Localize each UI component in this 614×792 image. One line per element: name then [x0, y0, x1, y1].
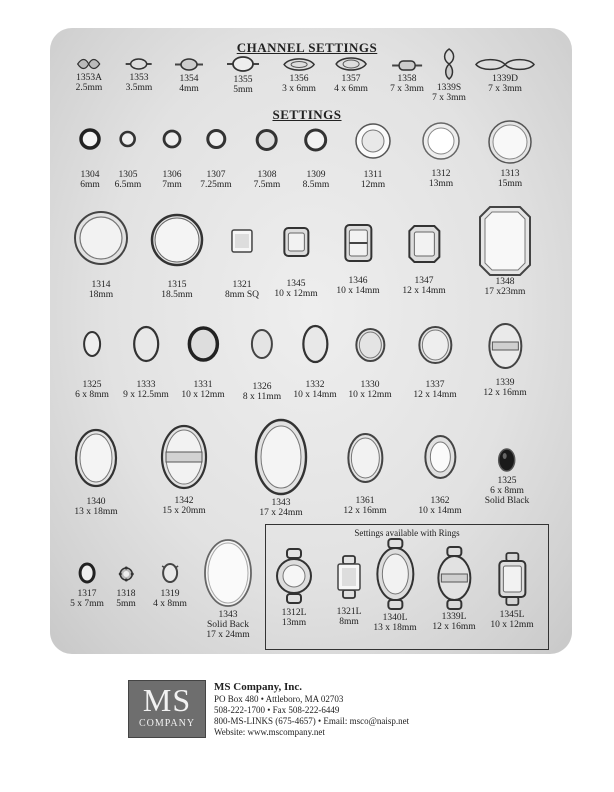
oval-bezel-shape	[161, 562, 179, 584]
product-number: 1330	[360, 380, 380, 390]
product-1311	[354, 122, 392, 190]
round-bezel-shape	[119, 130, 137, 148]
product-size: 8.5mm	[302, 180, 330, 190]
product-1353	[126, 58, 153, 93]
phone-fax: 508-222-1700 • Fax 508-222-6449	[214, 705, 340, 715]
product-size: 12 x 16mm	[483, 388, 527, 398]
address: PO Box 480 • Attleboro, MA 02703	[214, 694, 344, 704]
product-number: 1318	[116, 589, 136, 599]
product-number: 1332	[305, 380, 325, 390]
product-size: 12 x 14mm	[402, 286, 446, 296]
round-bezel-shape	[150, 213, 204, 267]
product-number: 1315	[167, 280, 187, 290]
product-number: 1306	[162, 170, 182, 180]
round-bezel-shape	[73, 210, 129, 266]
logo-company-text: COMPANY	[138, 718, 196, 729]
product-number: 1314	[91, 280, 111, 290]
round-bezel-shape	[304, 128, 328, 152]
product-1331	[181, 326, 224, 400]
product-1314	[73, 210, 129, 300]
oval-bezel-shape	[187, 326, 219, 362]
company-logo	[128, 680, 206, 738]
product-1357	[334, 57, 368, 94]
product-1315	[150, 213, 204, 300]
product-size: 8 x 11mm	[242, 392, 282, 402]
oval-bezel-shape	[254, 418, 308, 496]
oval-bezel-shape	[78, 562, 96, 584]
product-size: 18.5mm	[161, 290, 193, 300]
product-1321L	[335, 555, 363, 627]
rect-bezel-shape	[343, 223, 373, 263]
product-size: 5mm	[233, 85, 253, 95]
product-1318	[116, 566, 136, 609]
round-bezel-shape	[162, 129, 182, 149]
product-size: 10 x 12mm	[348, 390, 392, 400]
product-number: 1343	[271, 498, 291, 508]
oval-bezel-shape	[346, 432, 384, 484]
product-number: 1331	[193, 380, 213, 390]
product-1355	[227, 56, 259, 95]
product-number: 1358	[397, 74, 417, 84]
product-number: 1348	[495, 277, 515, 287]
product-1361	[343, 432, 386, 516]
product-1358	[390, 60, 424, 94]
product-size: 7.5mm	[253, 180, 281, 190]
oval-bezel-shape	[487, 322, 523, 370]
product-1353A	[76, 58, 103, 93]
product-size: 10 x 12mm	[490, 620, 534, 630]
round-bezel-shape	[205, 128, 227, 150]
product-number: 1309	[306, 170, 326, 180]
contact-block	[214, 680, 409, 738]
product-1305	[115, 130, 142, 190]
ring-setting-shape	[375, 538, 415, 610]
ring-setting-shape	[436, 546, 472, 610]
product-size: 4mm	[179, 84, 199, 94]
product-1345	[274, 226, 317, 299]
oval-bezel-shape	[74, 428, 118, 488]
product-number: 1361	[355, 496, 375, 506]
product-number: 1325	[497, 476, 517, 486]
product-number: 1307	[206, 170, 226, 180]
product-size: 17 x23mm	[484, 287, 526, 297]
channel-link-shape	[175, 58, 203, 71]
product-1313	[487, 119, 533, 189]
product-size: 13mm	[281, 618, 307, 628]
channel-link-shape	[442, 48, 456, 80]
product-1308	[254, 128, 281, 190]
product-number: 1345L	[499, 610, 525, 620]
product-size: 2.5mm	[75, 83, 103, 93]
product-1348	[478, 205, 532, 297]
product-1330	[348, 327, 391, 400]
company-name: MS Company, Inc.	[214, 681, 303, 693]
channel-link-shape	[283, 58, 315, 71]
rect-bezel-shape	[282, 226, 310, 258]
rings-box-title: Settings available with Rings	[354, 528, 460, 538]
product-number: 1356	[289, 74, 309, 84]
product-number: 1340L	[382, 613, 408, 623]
product-1309	[303, 128, 330, 190]
product-size: 13 x 18mm	[373, 623, 417, 633]
product-1343-solid-back	[203, 538, 253, 640]
product-1317	[70, 562, 104, 609]
product-size: 4 x 6mm	[334, 84, 368, 94]
oval-solid-back-shape	[203, 538, 253, 608]
product-number: 1337	[425, 380, 445, 390]
product-1339D	[475, 58, 535, 94]
product-size: 6 x 8mm	[490, 486, 524, 496]
channel-link-shape	[227, 56, 259, 72]
product-size: 3 x 6mm	[282, 84, 316, 94]
footer	[128, 680, 508, 740]
round-bezel-shape	[354, 122, 392, 160]
product-number: 1321L	[336, 607, 362, 617]
product-number: 1319	[160, 589, 180, 599]
product-size: 7mm	[162, 180, 182, 190]
product-note: Solid Black	[484, 496, 530, 506]
product-number: 1305	[118, 170, 138, 180]
product-size: 10 x 14mm	[418, 506, 462, 516]
rect-bezel-shape	[407, 224, 441, 264]
product-1312	[421, 121, 461, 189]
product-number: 1346	[348, 276, 368, 286]
octagon-bezel-shape	[478, 205, 532, 277]
oval-bezel-shape	[417, 325, 453, 365]
product-size: 17 x 24mm	[206, 630, 250, 640]
product-size: 13 x 18mm	[74, 507, 118, 517]
product-number: 1312L	[281, 608, 307, 618]
crown-setting-shape	[118, 566, 134, 582]
channel-link-shape	[335, 57, 367, 71]
product-size: 15 x 20mm	[162, 506, 206, 516]
product-size: 10 x 12mm	[274, 289, 318, 299]
product-size: 5 x 7mm	[70, 599, 104, 609]
channel-link-shape	[77, 58, 101, 70]
product-number: 1353	[129, 73, 149, 83]
product-number: 1354	[179, 74, 199, 84]
product-1343	[254, 418, 308, 518]
product-size: 10 x 14mm	[293, 390, 337, 400]
product-1332	[293, 324, 336, 400]
square-bezel-shape	[230, 228, 254, 254]
product-size: 4 x 8mm	[153, 599, 187, 609]
product-number: 1342	[174, 496, 194, 506]
oval-bezel-shape	[423, 434, 457, 480]
product-number: 1339	[495, 378, 515, 388]
product-size: 6mm	[80, 180, 100, 190]
product-number: 1311	[363, 170, 383, 180]
product-size: 17 x 24mm	[259, 508, 303, 518]
product-1306	[162, 129, 182, 190]
product-size: 15mm	[497, 179, 523, 189]
product-size: 7 x 3mm	[488, 84, 522, 94]
product-size: 3.5mm	[125, 83, 153, 93]
oval-solid-black-shape	[497, 447, 517, 473]
product-note: Solid Back	[207, 620, 249, 630]
round-bezel-shape	[79, 128, 101, 150]
product-1339L	[432, 546, 475, 632]
product-number: 1333	[136, 380, 156, 390]
product-number: 1326	[252, 382, 272, 392]
product-size: 12 x 16mm	[343, 506, 387, 516]
ring-setting-shape	[275, 547, 313, 605]
product-1342	[160, 424, 208, 516]
product-number: 1339S	[436, 83, 462, 93]
product-size: 12mm	[360, 180, 386, 190]
product-1325	[75, 330, 109, 400]
product-1325-solid-black	[485, 447, 530, 506]
channel-link-shape	[475, 58, 535, 71]
product-size: 5mm	[116, 599, 136, 609]
product-1340	[74, 428, 118, 517]
product-size: 13mm	[428, 179, 454, 189]
product-size: 12 x 16mm	[432, 622, 476, 632]
product-1319	[153, 562, 187, 609]
product-1307	[200, 128, 231, 190]
product-1337	[413, 325, 456, 400]
product-number: 1340	[86, 497, 106, 507]
product-1340L	[373, 538, 416, 633]
product-number: 1308	[257, 170, 277, 180]
product-1321	[225, 228, 259, 300]
product-1333	[123, 325, 169, 400]
round-bezel-shape	[487, 119, 533, 165]
product-1356	[282, 58, 316, 94]
product-number: 1321	[232, 280, 252, 290]
channel-settings-heading: CHANNEL SETTINGS	[236, 40, 378, 55]
product-1354	[175, 58, 203, 94]
product-number: 1325	[82, 380, 102, 390]
product-number: 1353A	[76, 73, 102, 83]
product-size: 8mm	[339, 617, 359, 627]
product-size: 18mm	[88, 290, 114, 300]
oval-bezel-shape	[354, 327, 386, 363]
product-number: 1347	[414, 276, 434, 286]
toll-free-email[interactable]: 800-MS-LINKS (675-4657) • Email: msco@naisp.net	[214, 716, 410, 726]
product-1326	[243, 328, 281, 402]
product-number: 1357	[341, 74, 361, 84]
oval-bezel-shape	[82, 330, 102, 358]
product-size: 6 x 8mm	[75, 390, 109, 400]
oval-bezel-shape	[160, 424, 208, 490]
product-1304	[79, 128, 101, 190]
oval-bezel-shape	[301, 324, 329, 364]
product-number: 1313	[500, 169, 520, 179]
website[interactable]: Website: www.mscompany.net	[214, 727, 325, 737]
channel-link-shape	[392, 60, 422, 71]
product-number: 1343	[218, 610, 238, 620]
settings-heading: SETTINGS	[272, 107, 342, 122]
product-1362	[418, 434, 461, 516]
product-1346	[336, 223, 379, 296]
ring-setting-shape	[496, 552, 528, 606]
product-size: 9 x 12.5mm	[123, 390, 169, 400]
product-size: 7 x 3mm	[432, 93, 466, 103]
product-size: 7 x 3mm	[390, 84, 424, 94]
product-size: 8mm SQ	[224, 290, 260, 300]
oval-bezel-shape	[132, 325, 160, 363]
round-bezel-shape	[255, 128, 279, 152]
product-number: 1312	[431, 169, 451, 179]
product-number: 1339L	[441, 612, 467, 622]
channel-link-shape	[126, 58, 152, 70]
product-number: 1355	[233, 75, 253, 85]
product-size: 6.5mm	[114, 180, 142, 190]
product-size: 7.25mm	[200, 180, 232, 190]
product-size: 12 x 14mm	[413, 390, 457, 400]
product-1339	[483, 322, 526, 398]
product-size: 10 x 14mm	[336, 286, 380, 296]
product-number: 1345	[286, 279, 306, 289]
round-bezel-shape	[421, 121, 461, 161]
ring-setting-shape	[335, 555, 363, 599]
product-number: 1339D	[492, 74, 518, 84]
product-1312L	[275, 547, 313, 628]
product-number: 1304	[80, 170, 100, 180]
oval-bezel-shape	[250, 328, 274, 360]
product-size: 10 x 12mm	[181, 390, 225, 400]
product-1345L	[490, 552, 533, 630]
product-1339S	[432, 48, 466, 103]
product-number: 1362	[430, 496, 450, 506]
product-number: 1317	[77, 589, 97, 599]
product-1347	[402, 224, 445, 296]
logo-ms-text: MS	[142, 682, 192, 718]
